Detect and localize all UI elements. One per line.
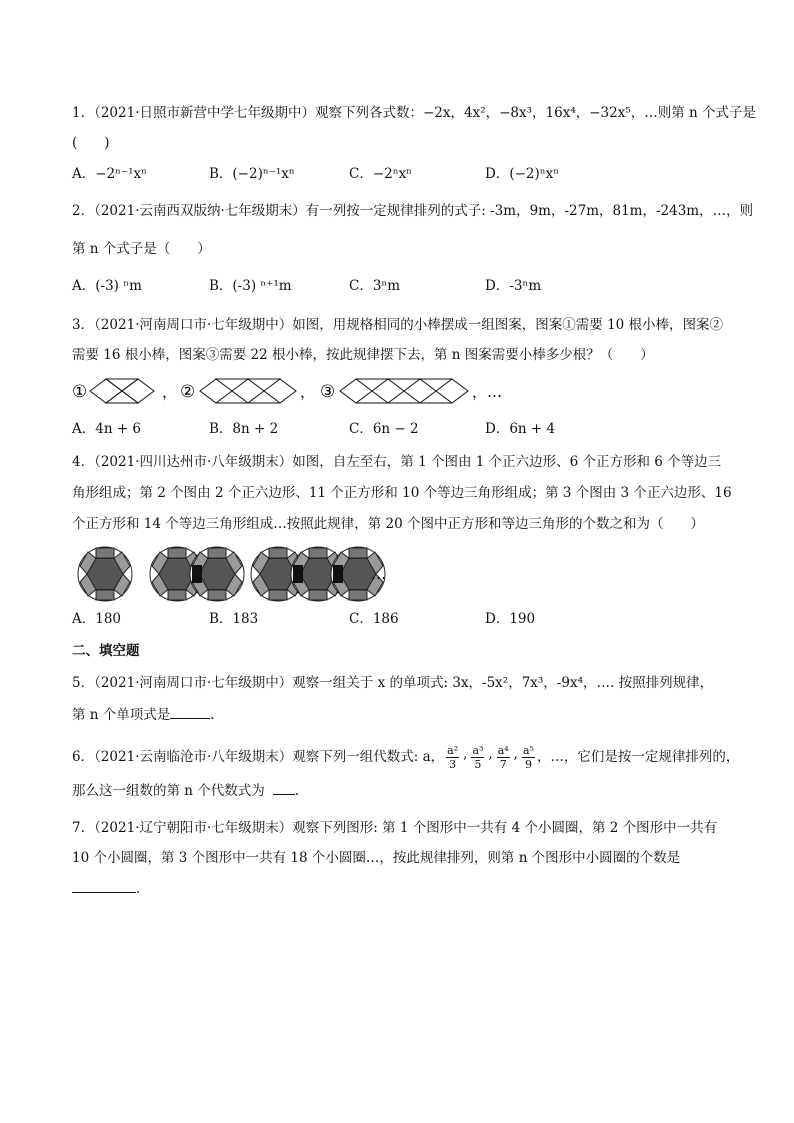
- q6-fraction-4-num: a⁵: [522, 743, 534, 757]
- q3-options: [72, 419, 732, 439]
- q6-stem-text-a: 6．（2021·云南临沧市·八年级期末）观察下列一组代数式: a，: [72, 749, 445, 765]
- q7-stem-line3: [72, 878, 140, 899]
- q4-stem-line3: 个正方形和 14 个等边三角形组成…按照此规律，第 20 个图中正方形和等边三角形的个数之和为（ ）: [72, 516, 705, 532]
- q1-options: [72, 164, 732, 184]
- q3-fig-label-1: ①: [72, 382, 88, 402]
- q2-option-a[interactable]: A．(-3) ⁿm: [72, 278, 142, 294]
- q5-stem-line1: 5．（2021·河南周口市·七年级期中）观察一组关于 x 的单项式: 3x，-5x²，7x³，-9x⁴，…. 按照排列规律，: [72, 675, 714, 691]
- q3-fig-label-2: ②: [180, 382, 196, 402]
- q3-fig-label-3: ③: [320, 382, 336, 402]
- q6-fraction-1-den: 3: [449, 757, 457, 771]
- section-title-fill-in: 二、填空题: [72, 643, 140, 659]
- q6-fraction-1-num: a²: [447, 743, 459, 757]
- q5-stem-line2: [72, 704, 215, 725]
- q6-stem-text-c: 那么这一组数的第 n 个代数式为: [72, 783, 265, 799]
- q1-option-c[interactable]: C．−2ⁿxⁿ: [349, 166, 413, 182]
- q5-period: .: [210, 707, 215, 723]
- q3-stem-line2: 需要 16 根小棒，图案③需要 22 根小棒，按此规律摆下去，第 n 图案需要小棒多少根？（ ）: [72, 347, 654, 363]
- q4-option-b[interactable]: B．183: [209, 611, 259, 627]
- q6-stem-text-b: ，…，它们是按一定规律排列的，: [536, 749, 740, 765]
- q1-option-b[interactable]: B．(−2)ⁿ⁻¹xⁿ: [209, 166, 295, 182]
- q3-pattern-3: [340, 379, 468, 403]
- q2-stem-line1: 2．（2021·云南西双版纳·七年级期末）有一列按一定规律排列的式子: -3m，9m，-27m，81m，-243m，…，则: [72, 203, 754, 219]
- q3-option-d[interactable]: D．6n + 4: [485, 421, 556, 437]
- q2-stem-line2: 第 n 个式子是（ ）: [72, 241, 211, 257]
- q6-fraction-4-den: 9: [524, 757, 532, 771]
- q3-ellipsis: ，…: [472, 383, 503, 401]
- q4-options: [72, 609, 732, 629]
- q6-fraction-4: [522, 744, 535, 771]
- q4-stem-line2: 角形组成；第 2 个图由 2 个正六边形、11 个正方形和 10 个等边三角形组成；第 3 个图由 3 个正六边形、16: [72, 485, 732, 501]
- q4-stem-line1: 4．（2021·四川达州市·八年级期末）如图，自左至右，第 1 个图由 1 个正六边形、6 个正方形和 6 个等边三: [72, 454, 722, 470]
- q6-fraction-3-den: 7: [499, 757, 507, 771]
- q6-fraction-1: [446, 744, 459, 771]
- q2-options: [72, 276, 732, 296]
- q3-stem-line1: 3．（2021·河南周口市·七年级期中）如图，用规格相同的小棒摆成一组图案，图案①需要 10 根小棒，图案②: [72, 317, 724, 333]
- q1-stem-line1: 1．（2021·日照市新营中学七年级期中）观察下列各式数：−2x，4x²，−8x³，16x⁴，−32x⁵，…则第 n 个式子是: [72, 105, 757, 121]
- q6-period: .: [294, 783, 300, 799]
- q3-comma-2: ，: [300, 383, 316, 401]
- q7-answer-blank[interactable]: [72, 878, 136, 893]
- q2-option-d[interactable]: D．-3ⁿm: [485, 278, 542, 294]
- q6-fraction-list: $\frac{\text{a²}}{3}$ , $\frac{\text{a³}}{5}$ , $\frac{\text{a⁴}}{7}$ , $\frac{\text{a⁵}}{9}$: [447, 743, 534, 771]
- q3-option-c[interactable]: C．6n − 2: [349, 421, 419, 437]
- q3-pattern-1: [90, 379, 154, 403]
- q3-option-b[interactable]: B．8n + 2: [209, 421, 279, 437]
- q2-option-b[interactable]: B．(-3) ⁿ⁺¹m: [209, 278, 292, 294]
- q7-period: .: [136, 881, 141, 897]
- q6-fraction-3-num: a⁴: [497, 743, 509, 757]
- q4-option-c[interactable]: C．186: [349, 611, 399, 627]
- q4-option-a[interactable]: A．180: [72, 611, 122, 627]
- q5-stem-text: 第 n 个单项式是: [72, 707, 171, 723]
- q6-fraction-2: [471, 744, 484, 771]
- q3-pattern-2: [200, 379, 296, 403]
- q6-fraction-2-den: 5: [474, 757, 482, 771]
- q4-ellipsis: …: [371, 565, 386, 583]
- q6-stem-line1: [72, 740, 739, 774]
- q6-fraction-2-num: a³: [472, 743, 484, 757]
- q2-option-c[interactable]: C．3ⁿm: [349, 278, 401, 294]
- q4-figure: [75, 543, 395, 605]
- q4-option-d[interactable]: D．190: [485, 611, 536, 627]
- q6-fraction-3: [497, 744, 510, 771]
- q6-stem-line2: [72, 780, 299, 801]
- q6-answer-blank[interactable]: [273, 780, 295, 795]
- q1-stem-line2: ( ): [72, 135, 110, 151]
- q1-option-d[interactable]: D．(−2)ⁿxⁿ: [485, 166, 560, 182]
- q4-pattern-3: [251, 547, 385, 601]
- q4-pattern-1: [78, 547, 132, 601]
- q3-option-a[interactable]: A．4n + 6: [72, 421, 142, 437]
- q4-pattern-2: [150, 547, 244, 601]
- q7-stem-line2: 10 个小圆圈，第 3 个图形中一共有 18 个小圆圈…，按此规律排列，则第 n 个图形中小圆圈的个数是: [72, 850, 681, 866]
- q1-option-a[interactable]: A．−2ⁿ⁻¹xⁿ: [72, 166, 147, 182]
- q3-figure: [70, 371, 550, 411]
- q7-stem-line1: 7．（2021·辽宁朝阳市·七年级期末）观察下列图形: 第 1 个图形中一共有 4 个小圆圈，第 2 个图形中一共有: [72, 820, 718, 836]
- q3-comma-1: ，: [162, 383, 178, 401]
- q5-answer-blank[interactable]: [170, 704, 210, 719]
